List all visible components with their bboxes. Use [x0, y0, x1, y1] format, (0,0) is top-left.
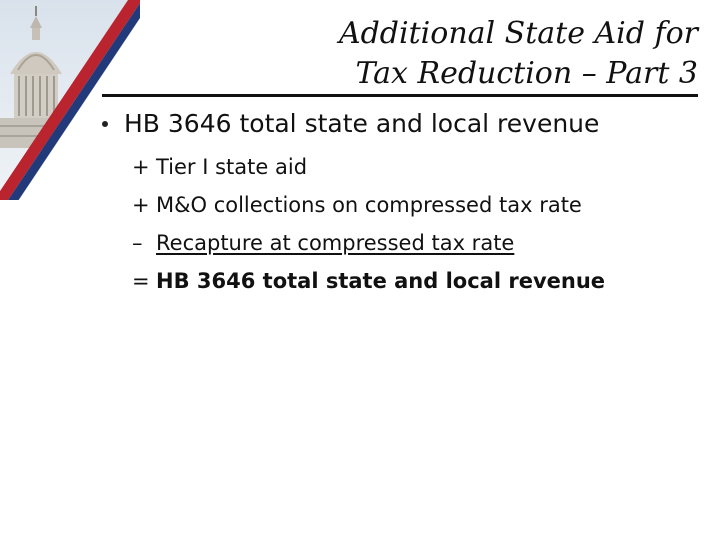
bullet-dot-icon — [102, 121, 108, 127]
title-underline-rule — [102, 94, 698, 97]
operator-equals: = — [132, 269, 150, 293]
sub-item-text: Recapture at compressed tax rate — [156, 231, 515, 255]
sub-item-tier-i — [132, 148, 700, 186]
sub-list — [100, 148, 700, 300]
title-line-1: Additional State Aid for — [338, 16, 698, 51]
sub-item-total — [132, 262, 700, 300]
slide-title — [339, 14, 698, 94]
slide-body — [100, 106, 700, 300]
operator-plus: + — [132, 155, 150, 179]
sub-item-text: M&O collections on compressed tax rate — [156, 193, 582, 217]
title-line-2: Tax Reduction – Part 3 — [355, 56, 698, 91]
sub-item-text: Tier I state aid — [156, 155, 308, 179]
bullet-text: HB 3646 total state and local revenue — [124, 109, 600, 138]
sub-item-text: HB 3646 total state and local revenue — [156, 269, 606, 293]
sub-item-m-and-o — [132, 186, 700, 224]
operator-minus: – — [132, 231, 143, 255]
operator-plus: + — [132, 193, 150, 217]
sub-item-recapture — [132, 224, 700, 262]
bullet-item — [100, 106, 700, 142]
